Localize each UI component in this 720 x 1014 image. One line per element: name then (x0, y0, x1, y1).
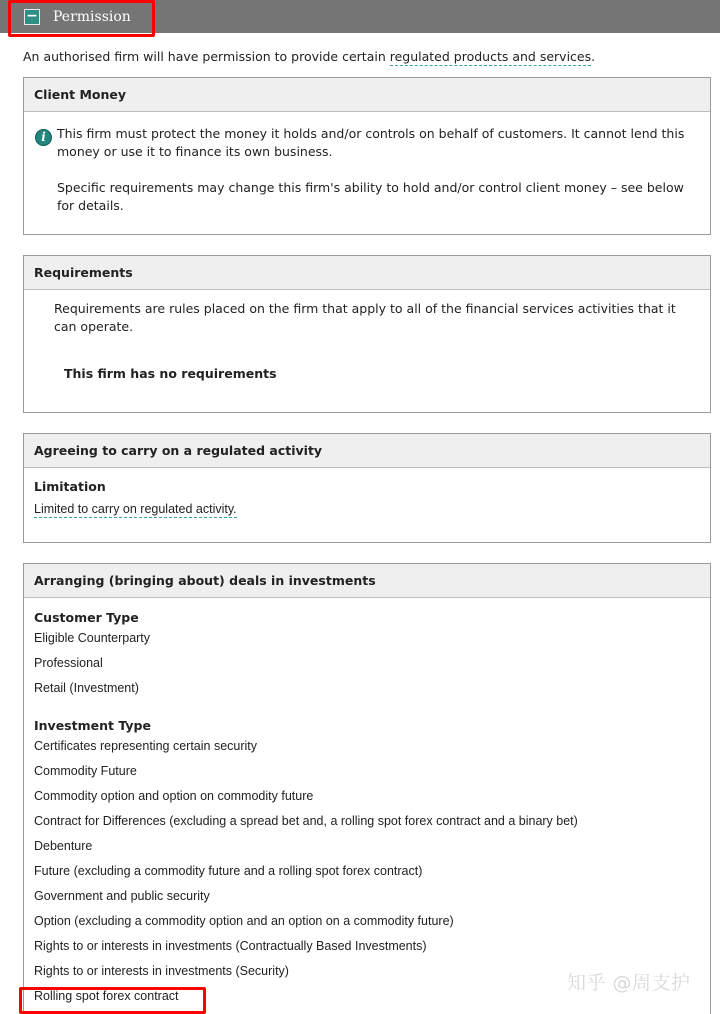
list-item: Commodity Future (34, 764, 137, 778)
arranging-body (24, 598, 710, 1013)
client-money-paragraph-2: Specific requirements may change this firm's ability to hold and/or control client money – see below for details. (57, 180, 684, 213)
arranging-heading: Arranging (bringing about) deals in investments (24, 564, 710, 598)
list-item: Contract for Differences (excluding a spread bet and, a rolling spot forex contract and a binary bet) (34, 814, 578, 828)
highlight-box-permission (8, 0, 155, 37)
list-item-rolling-spot-forex: Rolling spot forex contract (34, 989, 179, 1003)
customer-type-list (34, 630, 700, 705)
client-money-paragraph-1: This firm must protect the money it holds and/or controls on behalf of customers. It cannot lend this money or use it to finance its own business. (57, 126, 685, 159)
highlight-box-rolling-spot-forex (19, 987, 206, 1014)
agreeing-heading: Agreeing to carry on a regulated activity (24, 434, 710, 468)
agreeing-panel (23, 433, 711, 543)
list-item: Commodity option and option on commodity future (34, 789, 314, 803)
list-item: Eligible Counterparty (34, 631, 151, 645)
list-item: Future (excluding a commodity future and a rolling spot forex contract) (34, 864, 423, 878)
requirements-panel (23, 255, 711, 413)
intro-suffix: . (591, 49, 596, 64)
list-item: Rights to or interests in investments (Security) (34, 964, 289, 978)
customer-type-label: Customer Type (34, 610, 139, 625)
intro-text (23, 49, 595, 65)
intro-prefix: An authorised firm will have permission to provide certain (23, 49, 390, 64)
client-money-panel (23, 77, 711, 235)
list-item: Retail (Investment) (34, 681, 139, 695)
client-money-heading: Client Money (24, 78, 710, 112)
permission-title[interactable]: Permission (53, 9, 131, 25)
requirements-description: Requirements are rules placed on the firm that apply to all of the financial services activities that it can operate. (54, 301, 676, 334)
list-item: Professional (34, 656, 103, 670)
list-item: Rights to or interests in investments (Contractually Based Investments) (34, 939, 427, 953)
collapse-toggle-icon[interactable]: − (24, 9, 40, 25)
info-icon: i (35, 129, 52, 146)
no-requirements-text: This firm has no requirements (64, 366, 277, 381)
arranging-panel (23, 563, 711, 1014)
requirements-heading: Requirements (24, 256, 710, 290)
list-item: Government and public security (34, 889, 210, 903)
limitation-label: Limitation (34, 479, 106, 494)
list-item: Certificates representing certain security (34, 739, 258, 753)
list-item: Option (excluding a commodity option and an option on a commodity future) (34, 914, 454, 928)
regulated-products-link[interactable]: regulated products and services (389, 49, 592, 64)
watermark: 知乎 @周支护 (567, 972, 691, 994)
limitation-link-text[interactable]: Limited to carry on regulated activity. (34, 502, 237, 516)
investment-type-label: Investment Type (34, 718, 151, 733)
list-item: Debenture (34, 839, 93, 853)
limitation-link[interactable] (34, 501, 237, 526)
